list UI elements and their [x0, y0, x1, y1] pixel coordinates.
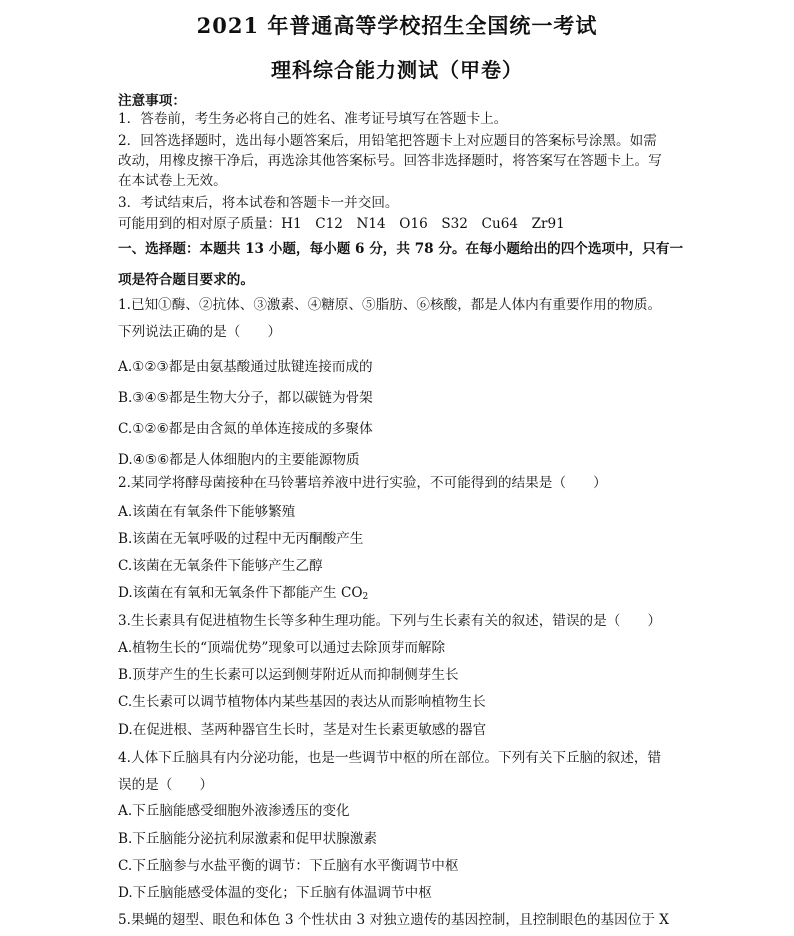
- q1-option-b: B.③④⑤都是生物大分子，都以碳链为骨架: [118, 390, 373, 406]
- q5-stem: 5.果蝇的翅型、眼色和体色 3 个性状由 3 对独立遗传的基因控制，且控制眼色的基因位于 X: [118, 912, 669, 928]
- notice-heading: 注意事项：: [118, 93, 186, 109]
- q1-stem-a: 1.已知①酶、②抗体、③激素、④糖原、⑤脂肪、⑥核酸，都是人体内有重要作用的物质。: [118, 297, 662, 313]
- q4-option-b: B.下丘脑能分泌抗利尿激素和促甲状腺激素: [118, 831, 377, 847]
- notice-item-1: 1．答卷前，考生务必将自己的姓名、准考证号填写在答题卡上。: [118, 111, 508, 127]
- q2-option-d-text: D.该菌在有氧和无氧条件下都能产生 CO: [118, 585, 363, 601]
- exam-subtitle: 理科综合能力测试（甲卷）: [271, 58, 523, 82]
- q1-stem-b: 下列说法正确的是（ ）: [118, 324, 282, 340]
- q3-option-b: B.顶芽产生的生长素可以运到侧芽附近从而抑制侧芽生长: [118, 667, 459, 683]
- section-heading-b: 项是符合题目要求的。: [118, 272, 254, 288]
- q2-option-c: C.该菌在无氧条件下能够产生乙醇: [118, 558, 323, 574]
- q4-option-d: D.下丘脑能感受体温的变化；下丘脑有体温调节中枢: [118, 885, 432, 901]
- notice-item-3: 3．考试结束后，将本试卷和答题卡一并交回。: [118, 195, 399, 211]
- q2-option-a: A.该菌在有氧条件下能够繁殖: [118, 504, 296, 520]
- q1-option-d: D.④⑤⑥都是人体细胞内的主要能源物质: [118, 452, 360, 468]
- notice-item-2b: 改动，用橡皮擦干净后，再选涂其他答案标号。回答非选择题时，将答案写在答题卡上。写: [118, 153, 662, 169]
- q4-option-a: A.下丘脑能感受细胞外液渗透压的变化: [118, 803, 350, 819]
- notice-item-2a: 2．回答选择题时，选出每小题答案后，用铅笔把答题卡上对应题目的答案标号涂黑。如需: [118, 133, 657, 149]
- q2-stem: 2.某同学将酵母菌接种在马铃薯培养液中进行实验，不可能得到的结果是（ ）: [118, 475, 607, 491]
- q1-option-a: A.①②③都是由氨基酸通过肽键连接而成的: [118, 359, 373, 375]
- q1-option-c: C.①②⑥都是由含氮的单体连接成的多聚体: [118, 421, 373, 437]
- q4-stem-a: 4.人体下丘脑具有内分泌功能，也是一些调节中枢的所在部位。下列有关下丘脑的叙述，错: [118, 750, 662, 766]
- notice-item-2c: 在本试卷上无效。: [118, 173, 227, 189]
- section-heading-a: 一、选择题：本题共 13 小题，每小题 6 分，共 78 分。在每小题给出的四个选项中，只有一: [118, 241, 684, 257]
- q4-option-c: C.下丘脑参与水盐平衡的调节：下丘脑有水平衡调节中枢: [118, 858, 459, 874]
- q3-option-c: C.生长素可以调节植物体内某些基因的表达从而影响植物生长: [118, 694, 486, 710]
- q2-option-d: [118, 584, 368, 606]
- q2-option-d-subscript: 2: [362, 592, 369, 602]
- exam-title: 2021 年普通高等学校招生全国统一考试: [196, 13, 598, 38]
- atomic-mass-line: 可能用到的相对原子质量：H1 C12 N14 O16 S32 Cu64 Zr91: [118, 216, 565, 232]
- q3-option-a: A.植物生长的“顶端优势”现象可以通过去除顶芽而解除: [118, 640, 446, 656]
- q4-stem-b: 误的是（ ）: [118, 777, 214, 793]
- q2-option-b: B.该菌在无氧呼吸的过程中无丙酮酸产生: [118, 531, 364, 547]
- q3-stem: 3.生长素具有促进植物生长等多种生理功能。下列与生长素有关的叙述，错误的是（ ）: [118, 613, 662, 629]
- q3-option-d: D.在促进根、茎两种器官生长时，茎是对生长素更敏感的器官: [118, 722, 487, 738]
